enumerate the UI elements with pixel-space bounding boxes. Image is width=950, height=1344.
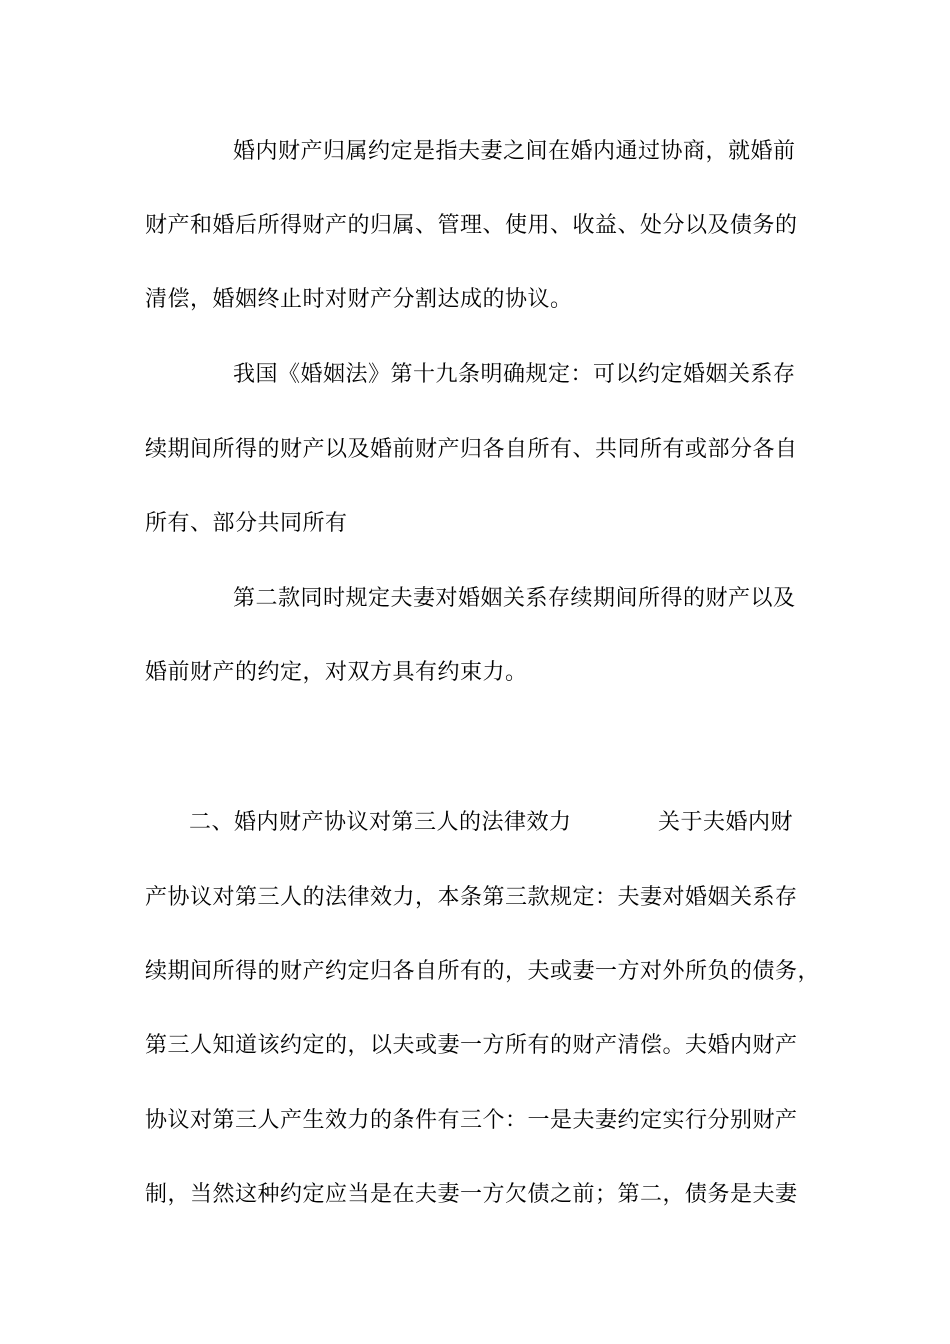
paragraph-3-line-1: 第二款同时规定夫妻对婚姻关系存续期间所得的财产以及 — [233, 586, 796, 611]
section-2-line-4: 协议对第三人产生效力的条件有三个：一是夫妻约定实行分别财产 — [145, 1108, 798, 1133]
paragraph-3-line-2: 婚前财产的约定，对双方具有约束力。 — [145, 660, 528, 685]
paragraph-1-line-3: 清偿，婚姻终止时对财产分割达成的协议。 — [145, 287, 573, 312]
paragraph-2-line-1: 我国《婚姻法》第十九条明确规定：可以约定婚姻关系存 — [233, 362, 796, 387]
section-2-line-1: 产协议对第三人的法律效力，本条第三款规定：夫妻对婚姻关系存 — [145, 885, 798, 910]
paragraph-2-line-2: 续期间所得的财产以及婚前财产归各自所有、共同所有或部分各自 — [145, 437, 798, 462]
paragraph-1-line-2: 财产和婚后所得财产的归属、管理、使用、收益、处分以及债务的 — [145, 213, 798, 238]
paragraph-2-line-3: 所有、部分共同所有 — [145, 511, 348, 536]
section-2-line-2: 续期间所得的财产约定归各自所有的，夫或妻一方对外所负的债务， — [145, 959, 821, 984]
paragraph-1-line-1: 婚内财产归属约定是指夫妻之间在婚内通过协商，就婚前 — [233, 139, 796, 164]
section-2-line-5: 制，当然这种约定应当是在夫妻一方欠债之前；第二，债务是夫妻 — [145, 1182, 798, 1207]
section-2-heading-tail: 关于夫婚内财 — [658, 810, 794, 835]
section-2-heading: 二、婚内财产协议对第三人的法律效力 — [189, 810, 572, 835]
section-2-line-3: 第三人知道该约定的，以夫或妻一方所有的财产清偿。夫婚内财产 — [145, 1033, 798, 1058]
